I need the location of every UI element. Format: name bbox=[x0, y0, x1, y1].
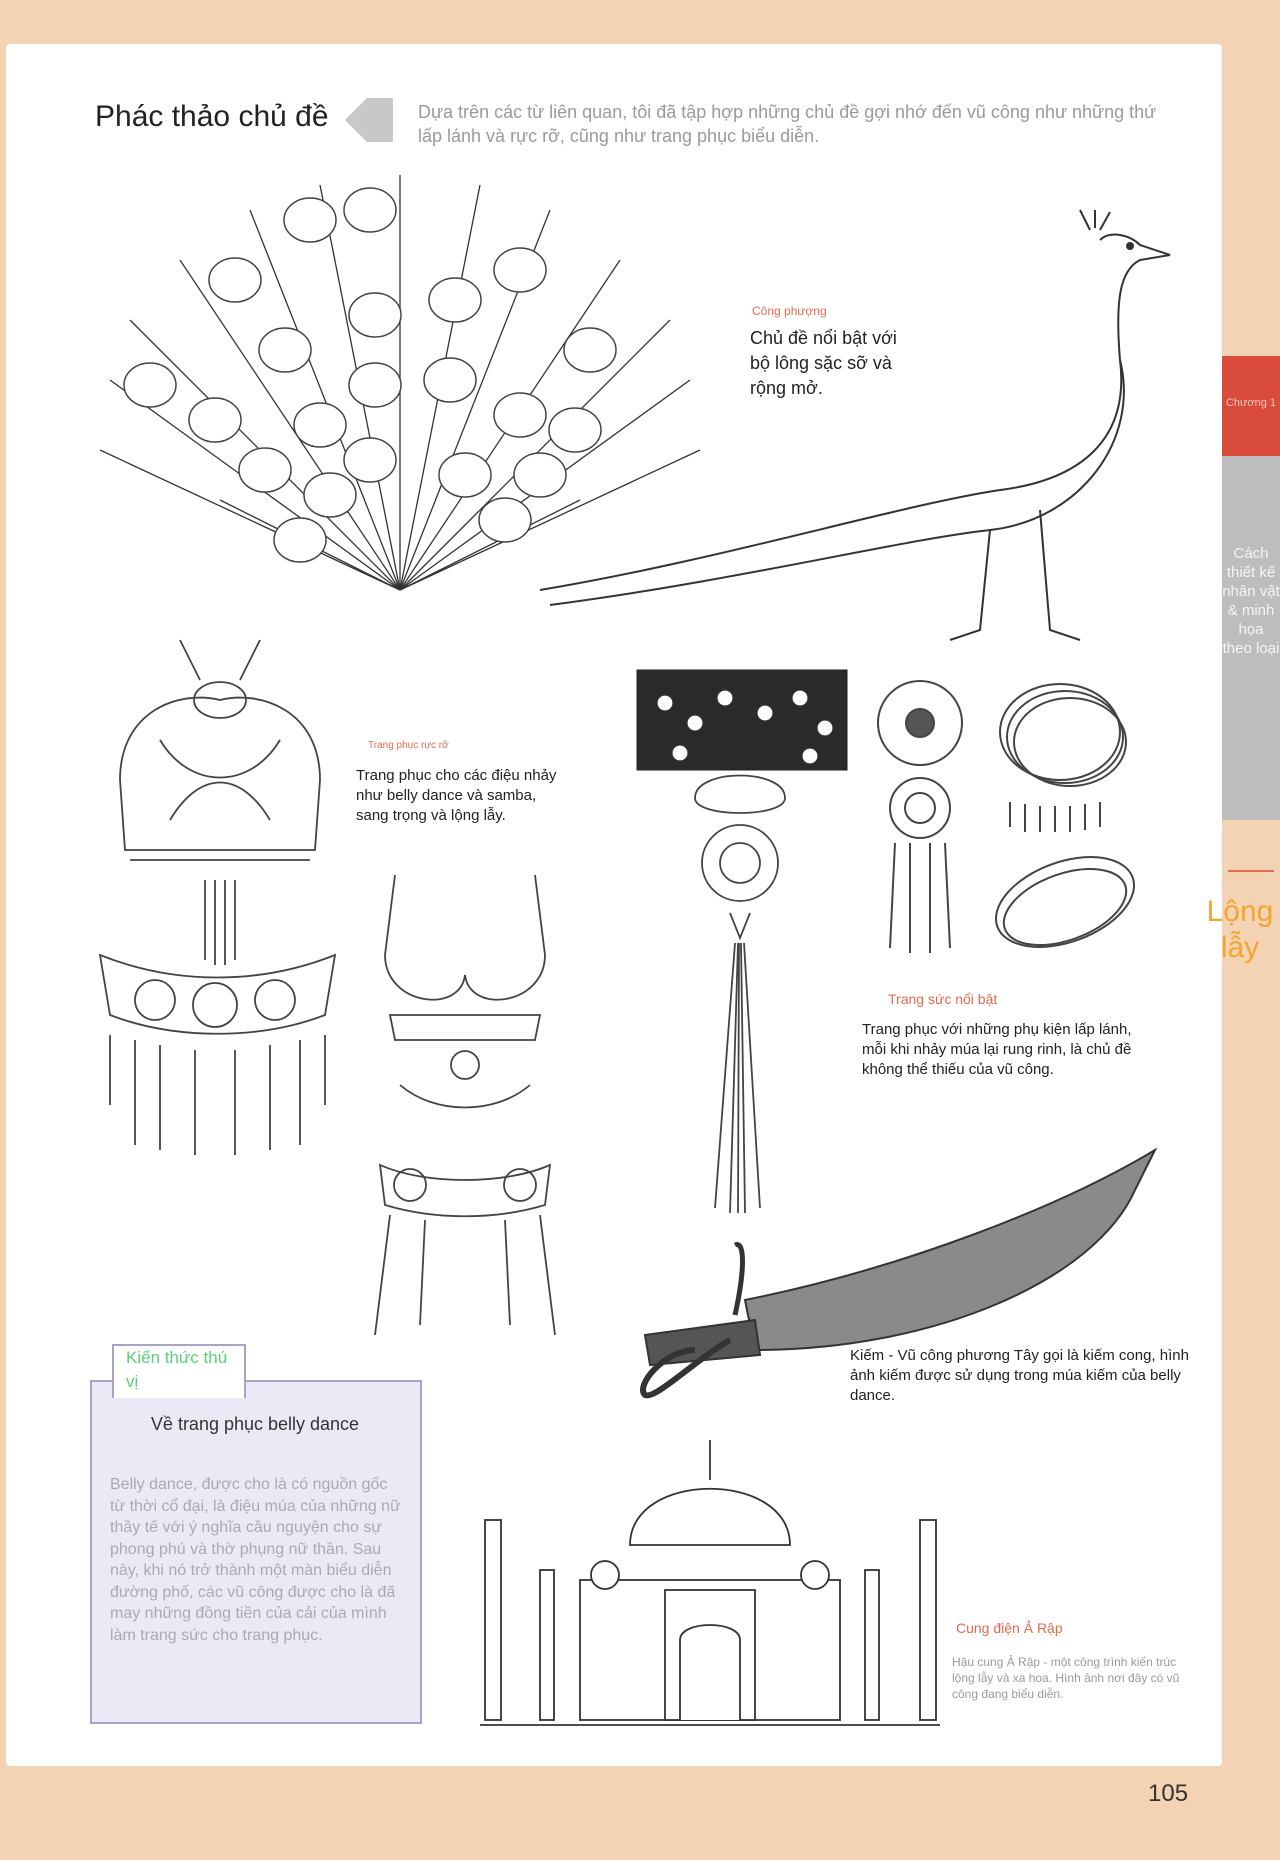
palace-text: Hậu cung Ả Rập - một công trình kiến trúc lộng lẫy và xa hoa. Hình ảnh nơi đây có vũ công đang biểu diễn. bbox=[952, 1655, 1180, 1701]
taj-mahal-illustration bbox=[480, 1440, 940, 1725]
palace-label: Cung điện Ả Rập bbox=[956, 1620, 1063, 1636]
title-arrow-icon bbox=[345, 98, 393, 142]
section-tab-label: Cách thiết kế nhân vật & minh họa theo loại bbox=[1222, 545, 1280, 657]
costume-text: Trang phục cho các điệu nhảy như belly dance và samba, sang trọng và lộng lẫy. bbox=[356, 767, 557, 824]
intro-text: Dựa trên các từ liên quan, tôi đã tập hợp những chủ đề gợi nhớ đến vũ công như những thứ lấp lánh và rực rỡ, cũng như trang phục biểu diễn. bbox=[418, 102, 1157, 146]
belt-illustration bbox=[95, 945, 340, 1165]
peacock-illustration bbox=[520, 210, 1180, 660]
sword-text: Kiếm - Vũ công phương Tây gọi là kiếm cong, hình ảnh kiếm được sử dụng trong múa kiếm của belly dance. bbox=[850, 1347, 1189, 1404]
trivia-tab-label: Kiến thức thú vị bbox=[126, 1348, 228, 1391]
trivia-body: Belly dance, được cho là có nguồn gốc từ thời cổ đại, là điệu múa của những nữ thầy tế với ý nghĩa cầu nguyện cho sự phong phú và thờ phụng nữ thần. Sau này, khi nó trở thành một màn biểu diễn đường phố, các vũ công được cho là đã may những đồng tiền của cải của mình làm trang sức cho trang phục. bbox=[110, 1476, 401, 1644]
theme-divider bbox=[1228, 870, 1274, 872]
theme-tab-label: Lộng lẫy bbox=[1206, 895, 1274, 964]
earring-illustration bbox=[875, 678, 975, 958]
peacock-text: Chủ đề nổi bật với bộ lông sặc sỡ và rộng mở. bbox=[750, 328, 897, 398]
jewelry-label: Trang sức nổi bật bbox=[888, 991, 998, 1007]
chapter-tab-label: Chương 1 bbox=[1225, 397, 1277, 409]
coin-tassel-illustration bbox=[635, 668, 855, 1218]
page-title: Phác thảo chủ đề bbox=[95, 100, 329, 133]
bangles-illustration bbox=[990, 682, 1140, 962]
trivia-title: Về trang phục belly dance bbox=[150, 1414, 360, 1434]
theme-tab[interactable] bbox=[1222, 820, 1280, 1860]
jewelry-text: Trang phục với những phụ kiện lấp lánh, mỗi khi nhảy múa lại rung rinh, là chủ đề không thể thiếu của vũ công. bbox=[862, 1021, 1132, 1078]
bra-costume-illustration bbox=[365, 865, 565, 1345]
peacock-label: Công phượng bbox=[752, 304, 827, 318]
headdress-illustration bbox=[100, 620, 340, 970]
costume-label: Trang phục rực rỡ bbox=[368, 740, 449, 751]
page-number: 105 bbox=[1148, 1780, 1189, 1807]
